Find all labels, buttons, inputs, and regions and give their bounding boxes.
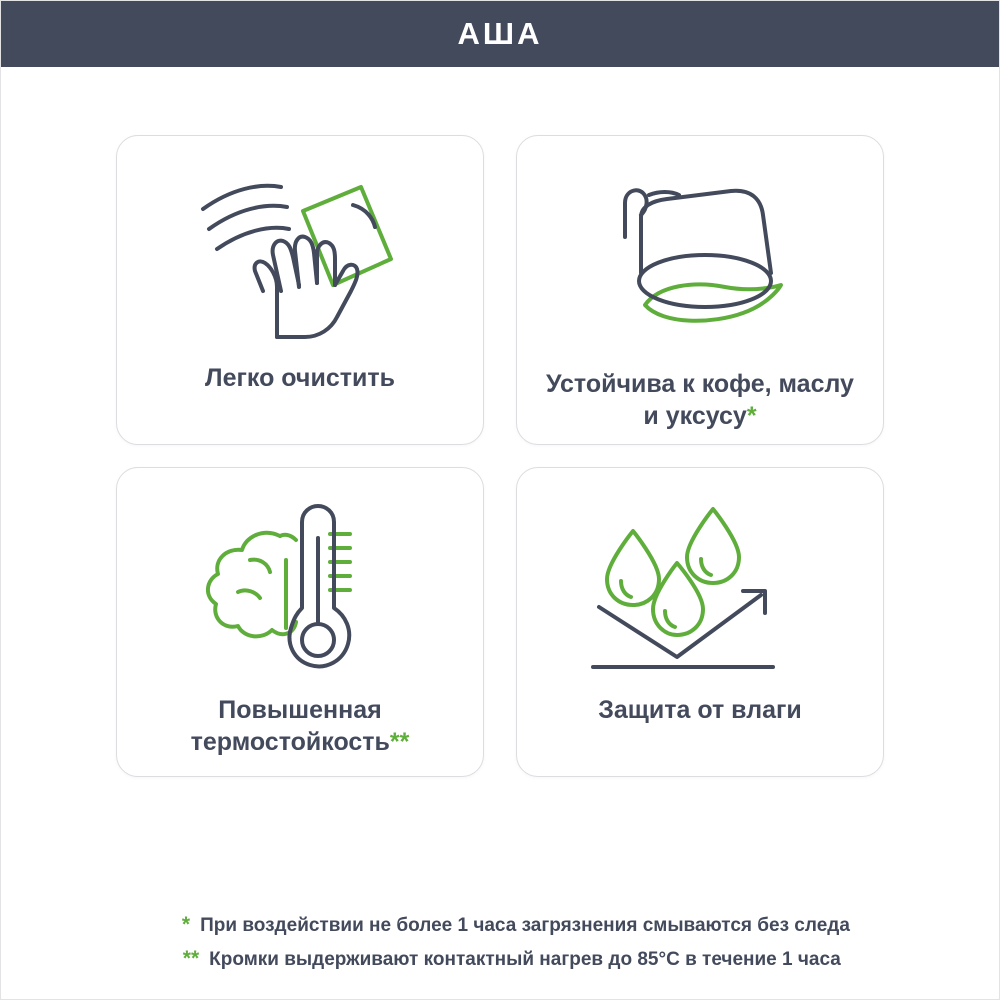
footnote-item bbox=[150, 913, 850, 937]
feature-card-grid bbox=[116, 135, 884, 777]
footnote-item bbox=[159, 947, 841, 971]
footnote-marker: * bbox=[746, 402, 757, 430]
footnote-marker: ** bbox=[389, 728, 410, 756]
feature-card-label: Защита от влаги bbox=[598, 696, 802, 724]
spilled-cup-icon bbox=[585, 162, 815, 362]
feature-card-label: Устойчива к кофе, маслу и уксусу* bbox=[546, 370, 854, 430]
footnotes bbox=[1, 913, 999, 971]
feature-card-label: Повышенная термостойкость** bbox=[190, 696, 410, 756]
page-header bbox=[1, 1, 999, 67]
feature-card-label: Легко очистить bbox=[205, 364, 395, 392]
water-drops-repellent-icon bbox=[585, 494, 815, 694]
footnote-text: При воздействии не более 1 часа загрязнения смываются без следа bbox=[200, 915, 850, 936]
footnote-text: Кромки выдерживают контактный нагрев до 85°С в течение 1 часа bbox=[209, 949, 841, 970]
feature-card-heat-resistant[interactable] bbox=[116, 467, 484, 777]
feature-card-easy-clean[interactable] bbox=[116, 135, 484, 445]
hand-wiping-cloth-icon bbox=[185, 162, 415, 362]
footnote-marker: * bbox=[181, 913, 191, 936]
footnote-marker: ** bbox=[182, 947, 200, 970]
page-title: АША bbox=[457, 16, 543, 51]
thermometer-heat-icon bbox=[190, 494, 410, 694]
feature-card-stain-resistant[interactable] bbox=[516, 135, 884, 445]
feature-card-moisture-protection[interactable] bbox=[516, 467, 884, 777]
